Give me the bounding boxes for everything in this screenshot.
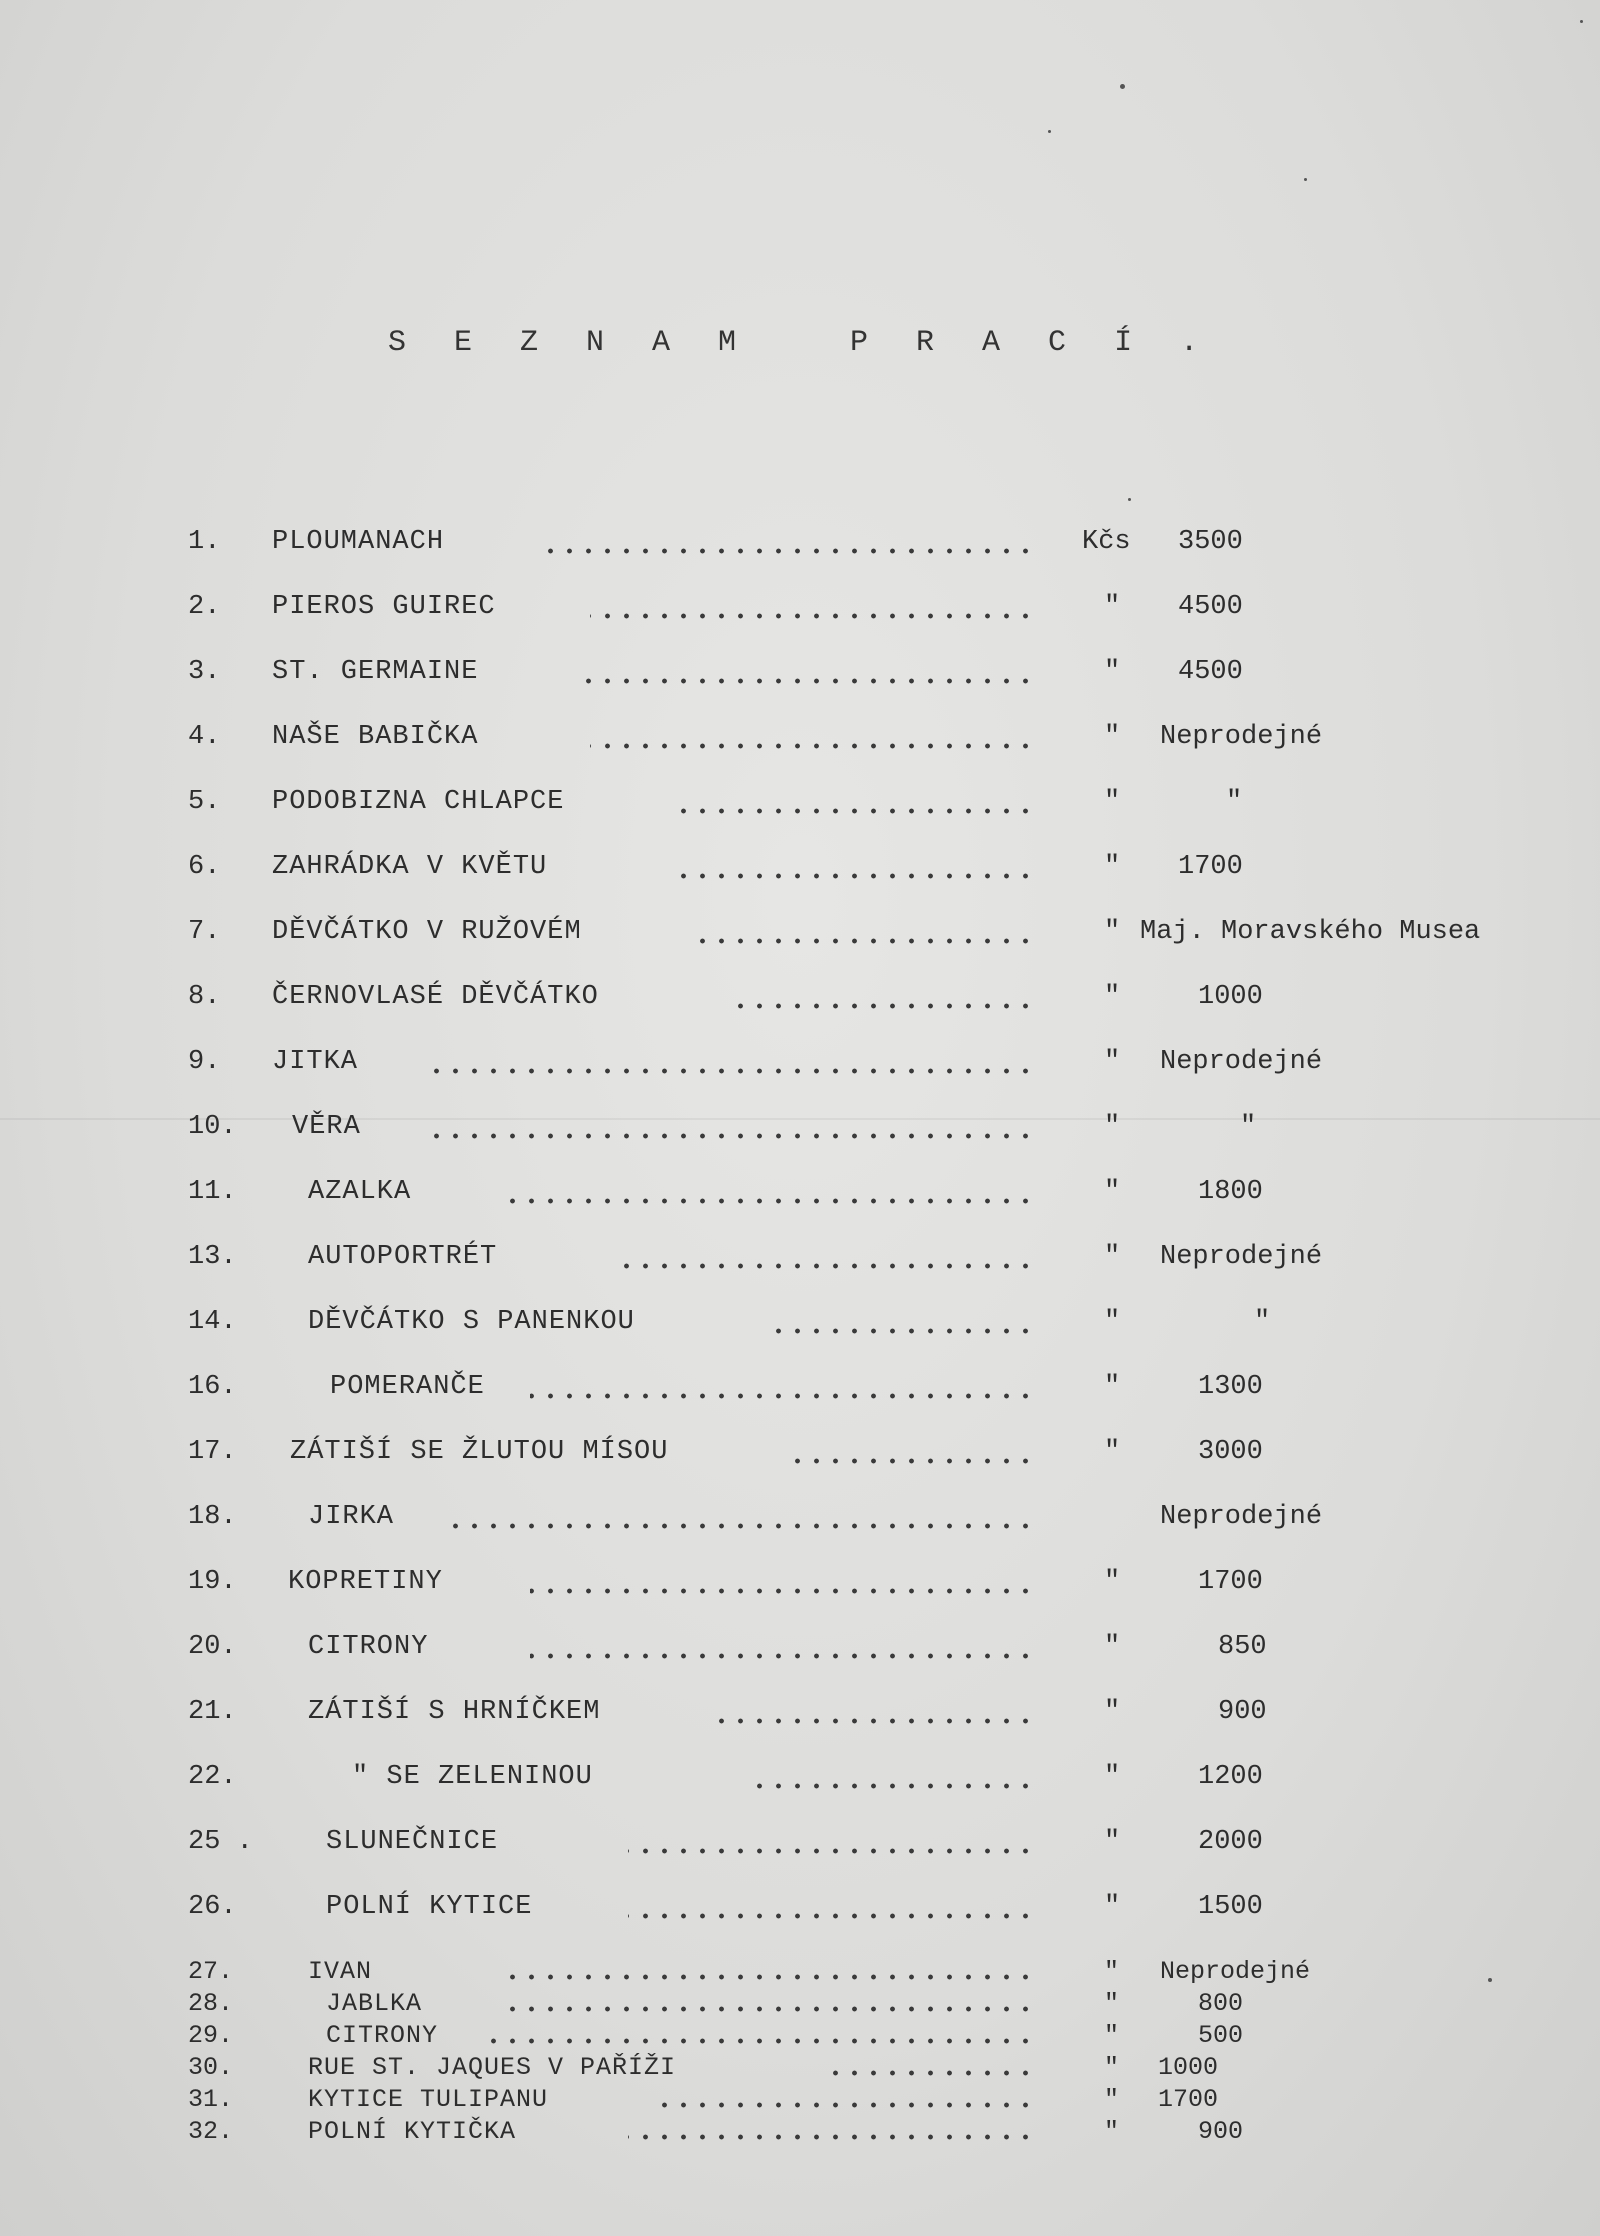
item-price: 500 — [1198, 2021, 1244, 2050]
item-price: " — [1226, 787, 1243, 817]
ditto-mark: " — [1104, 917, 1121, 947]
item-price: 1000 — [1158, 2053, 1219, 2082]
item-price: 900 — [1198, 2117, 1244, 2146]
item-title: KOPRETINY — [288, 1567, 443, 1597]
item-title: PIEROS GUIREC — [272, 592, 496, 622]
dot-leader — [728, 1001, 1035, 1011]
ditto-mark: " — [1104, 1827, 1121, 1857]
dot-leader — [450, 1521, 1035, 1531]
dot-leader — [530, 1586, 1035, 1596]
item-title: JABLKA — [326, 1989, 423, 2018]
ditto-mark: " — [1104, 592, 1121, 622]
ditto-mark: " — [1104, 1892, 1121, 1922]
paper-speck — [1580, 20, 1583, 23]
item-price: Neprodejné — [1160, 1242, 1323, 1272]
item-number: 4. — [188, 722, 221, 752]
item-title: ST. GERMAINE — [272, 657, 479, 687]
item-title: PLOUMANACH — [272, 527, 445, 557]
item-price: Maj. Moravského Musea — [1140, 917, 1481, 947]
item-number: 28. — [188, 1989, 234, 2018]
item-number: 17. — [188, 1437, 237, 1467]
item-title: ZÁTIŠÍ SE ŽLUTOU MÍSOU — [290, 1437, 669, 1467]
dot-leader — [510, 1196, 1035, 1206]
ditto-mark: " — [1104, 2085, 1120, 2114]
item-title: DĚVČÁTKO S PANENKOU — [308, 1307, 635, 1337]
item-price: 900 — [1218, 1697, 1267, 1727]
item-number: 25 . — [188, 1827, 253, 1857]
ditto-mark: " — [1104, 982, 1121, 1012]
item-title: JITKA — [272, 1047, 359, 1077]
item-number: 16. — [188, 1372, 237, 1402]
item-number: 21. — [188, 1697, 237, 1727]
ditto-mark: " — [1104, 1697, 1121, 1727]
item-price: Neprodejné — [1160, 1502, 1323, 1532]
item-number: 2. — [188, 592, 221, 622]
item-number: 19. — [188, 1567, 237, 1597]
item-title: ZÁTIŠÍ S HRNÍČKEM — [308, 1697, 601, 1727]
item-title: ČERNOVLASÉ DĚVČÁTKO — [272, 982, 599, 1012]
item-number: 6. — [188, 852, 221, 882]
item-number: 13. — [188, 1242, 237, 1272]
item-price: 850 — [1218, 1632, 1267, 1662]
item-title: POLNÍ KYTICE — [326, 1892, 533, 1922]
dot-leader — [490, 2036, 1035, 2046]
item-number: 8. — [188, 982, 221, 1012]
item-title: AZALKA — [308, 1177, 412, 1207]
item-number: 29. — [188, 2021, 234, 2050]
dot-leader — [510, 2004, 1035, 2014]
item-title: CITRONY — [308, 1632, 429, 1662]
ditto-mark: " — [1104, 1177, 1121, 1207]
item-title: AUTOPORTRÉT — [308, 1242, 498, 1272]
item-price: 2000 — [1198, 1827, 1263, 1857]
item-title: KYTICE TULIPANU — [308, 2085, 549, 2114]
item-number: 32. — [188, 2117, 234, 2146]
dot-leader — [610, 1261, 1035, 1271]
ditto-mark: " — [1104, 2117, 1120, 2146]
ditto-mark: " — [1104, 852, 1121, 882]
dot-leader — [748, 1781, 1035, 1791]
item-currency: Kčs — [1082, 527, 1131, 557]
dot-leader — [530, 1391, 1035, 1401]
item-price: Neprodejné — [1160, 1957, 1311, 1986]
ditto-mark: " — [1104, 2021, 1120, 2050]
item-title: DĚVČÁTKO V RUŽOVÉM — [272, 917, 582, 947]
paper-speck — [1304, 178, 1307, 181]
item-number: 27. — [188, 1957, 234, 1986]
ditto-mark: " — [1104, 1437, 1121, 1467]
item-number: 14. — [188, 1307, 237, 1337]
item-title: POMERANČE — [330, 1372, 485, 1402]
item-price: 1700 — [1198, 1567, 1263, 1597]
item-price: 1300 — [1198, 1372, 1263, 1402]
item-number: 5. — [188, 787, 221, 817]
paper-speck — [1128, 498, 1131, 501]
item-price: " — [1254, 1307, 1271, 1337]
item-price: Neprodejné — [1160, 1047, 1323, 1077]
ditto-mark: " — [1104, 1047, 1121, 1077]
item-price: 4500 — [1178, 657, 1243, 687]
item-number: 20. — [188, 1632, 237, 1662]
ditto-mark: " — [1104, 1632, 1121, 1662]
dot-leader — [628, 1846, 1035, 1856]
dot-leader — [590, 741, 1035, 751]
dot-leader — [530, 1651, 1035, 1661]
dot-leader — [708, 1716, 1035, 1726]
item-title: CITRONY — [326, 2021, 439, 2050]
paper-speck — [1120, 84, 1125, 89]
dot-leader — [572, 676, 1035, 686]
item-number: 18. — [188, 1502, 237, 1532]
ditto-mark: " — [1104, 1957, 1120, 1986]
dot-leader — [650, 2100, 1035, 2110]
dot-leader — [628, 1911, 1035, 1921]
ditto-mark: " — [1104, 1307, 1121, 1337]
ditto-mark: " — [1104, 657, 1121, 687]
item-price: 4500 — [1178, 592, 1243, 622]
item-number: 31. — [188, 2085, 234, 2114]
item-number: 10. — [188, 1112, 237, 1142]
ditto-mark: " — [1104, 1372, 1121, 1402]
item-price: 1000 — [1198, 982, 1263, 1012]
item-title: POLNÍ KYTIČKA — [308, 2117, 517, 2146]
dot-leader — [510, 1972, 1035, 1982]
paper-speck — [1048, 130, 1051, 133]
item-title: IVAN — [308, 1957, 373, 1986]
item-price: 1500 — [1198, 1892, 1263, 1922]
item-price: " — [1240, 1112, 1257, 1142]
item-number: 22. — [188, 1762, 237, 1792]
item-price: 1700 — [1158, 2085, 1219, 2114]
dot-leader — [432, 1066, 1035, 1076]
item-title: VĚRA — [292, 1112, 361, 1142]
item-price: 800 — [1198, 1989, 1244, 2018]
item-number: 9. — [188, 1047, 221, 1077]
ditto-mark: " — [1104, 1242, 1121, 1272]
item-price: 1200 — [1198, 1762, 1263, 1792]
ditto-mark: " — [1104, 1567, 1121, 1597]
dot-leader — [828, 2068, 1035, 2078]
item-title: " SE ZELENINOU — [352, 1762, 593, 1792]
dot-leader — [432, 1131, 1035, 1141]
dot-leader — [668, 871, 1035, 881]
dot-leader — [768, 1326, 1035, 1336]
item-number: 30. — [188, 2053, 234, 2082]
item-title: RUE ST. JAQUES V PAŘÍŽI — [308, 2053, 677, 2082]
dot-leader — [688, 936, 1035, 946]
item-price: 3000 — [1198, 1437, 1263, 1467]
paper-fold-line — [0, 1118, 1600, 1120]
item-title: PODOBIZNA CHLAPCE — [272, 787, 565, 817]
item-price: 1700 — [1178, 852, 1243, 882]
item-title: JIRKA — [308, 1502, 395, 1532]
item-number: 11. — [188, 1177, 237, 1207]
item-title: NAŠE BABIČKA — [272, 722, 479, 752]
paper-speck — [1488, 1978, 1492, 1982]
item-price: Neprodejné — [1160, 722, 1323, 752]
item-title: SLUNEČNICE — [326, 1827, 499, 1857]
item-number: 1. — [188, 527, 221, 557]
item-number: 26. — [188, 1892, 237, 1922]
ditto-mark: " — [1104, 1112, 1121, 1142]
item-title: ZAHRÁDKA V KVĚTU — [272, 852, 548, 882]
ditto-mark: " — [1104, 1989, 1120, 2018]
dot-leader — [786, 1456, 1035, 1466]
item-number: 3. — [188, 657, 221, 687]
dot-leader — [628, 2132, 1035, 2142]
item-price: 3500 — [1178, 527, 1243, 557]
dot-leader — [548, 546, 1035, 556]
ditto-mark: " — [1104, 2053, 1120, 2082]
ditto-mark: " — [1104, 787, 1121, 817]
document-title: S E Z N A M P R A C Í . — [388, 326, 1214, 360]
dot-leader — [668, 806, 1035, 816]
ditto-mark: " — [1104, 722, 1121, 752]
item-price: 1800 — [1198, 1177, 1263, 1207]
dot-leader — [590, 611, 1035, 621]
item-number: 7. — [188, 917, 221, 947]
ditto-mark: " — [1104, 1762, 1121, 1792]
